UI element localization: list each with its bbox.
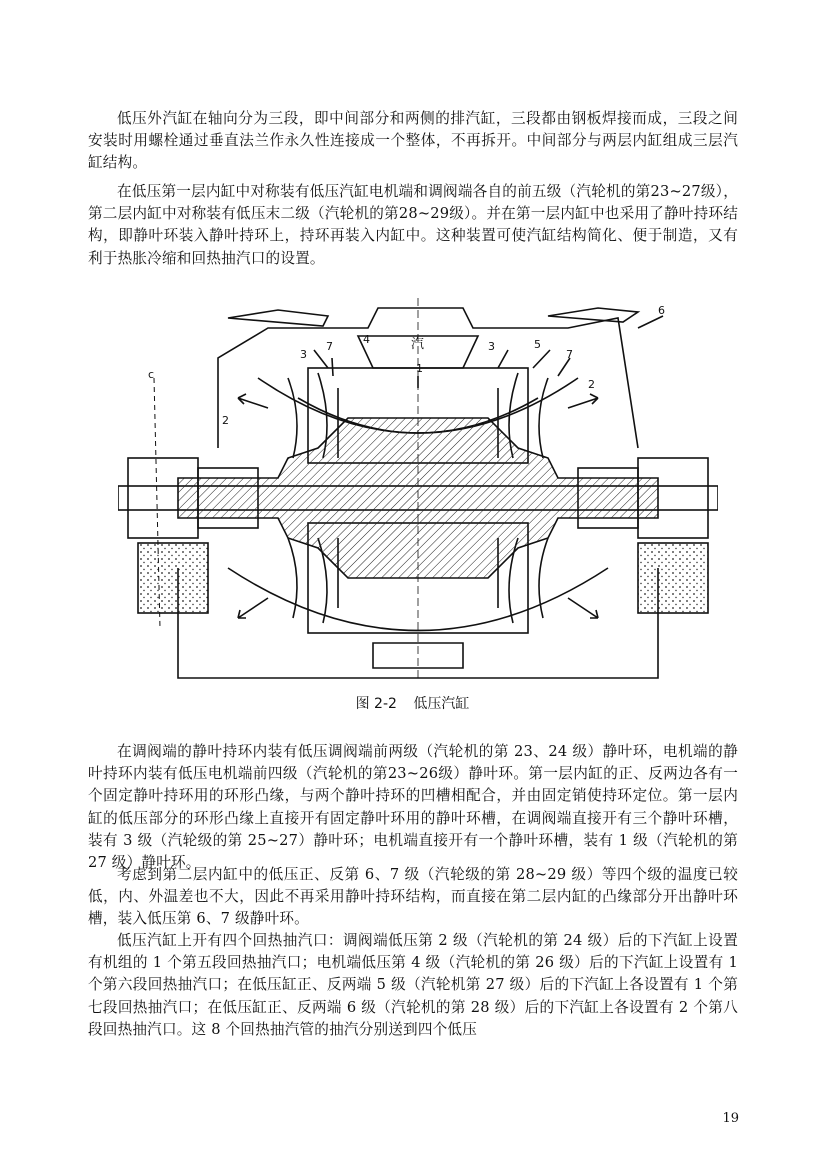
label-2-left: 2 [222, 414, 229, 427]
label-steam: 汽 [411, 337, 425, 352]
label-7-right: 7 [566, 348, 573, 361]
label-4: 4 [363, 333, 370, 346]
label-6: 6 [658, 304, 665, 317]
figure-number: 图 2-2 [355, 696, 397, 712]
label-3-right: 3 [488, 340, 495, 353]
low-pressure-cylinder-figure [118, 298, 718, 682]
figure-title: 低压汽缸 [413, 696, 470, 712]
figure-caption [0, 693, 825, 713]
rotor-hatched [178, 418, 658, 578]
paragraph-4: 考虑到第二层内缸中的低压正、反第 6、7 级（汽轮级的第 28~29 级）等四个级的温度已较低，内、外温差也不大，因此不再采用静叶持环结构，而直接在第二层内缸的凸缘部分开出静叶环槽，装入低压第 6、7 级静叶环。 [88, 866, 738, 928]
paragraph-2: 在低压第一层内缸中对称装有低压汽缸电机端和调阀端各自的前五级（汽轮机的第23~27级），第二层内缸中对称装有低压末二级（汽轮机的第28~29级）。并在第一层内缸中也采用了静叶持环结构，即静叶环装入静叶持环上，持环再装入内缸中。这种装置可使汽缸结构简化、便于制造，又有利于热胀冷缩和回热抽汽口的设置。 [88, 183, 738, 267]
paragraph-1: 低压外汽缸在轴向分为三段，即中间部分和两侧的排汽缸，三段都由钢板焊接而成，三段之间安装时用螺栓通过垂直法兰作永久性连接成一个整体，不再拆开。中间部分与两层内缸组成三层汽缸结构。 [88, 110, 738, 172]
label-c: c [148, 368, 155, 381]
paragraph-5: 低压汽缸上开有四个回热抽汽口：调阀端低压第 2 级（汽轮机的第 24 级）后的下汽缸上设置有机组的 1 个第五段回热抽汽口；电机端低压第 4 级（汽轮机的第 26 级）后的下汽缸上设置有 1 个第六段回热抽汽口；在低压缸正、反两端 5 级（汽轮机第 27 级）后的下汽缸上各设置有 1 个第七段回热抽汽口；在低压缸正、反两端 6 级（汽轮机的第 28 级）后的下汽缸上各设置有 2 个第八段回热抽汽口。这 8 个回热抽汽管的抽汽分别送到四个低压 [88, 932, 738, 1038]
label-5: 5 [534, 338, 541, 351]
page-number: 19 [722, 1111, 739, 1126]
label-1: 1 [416, 362, 423, 375]
label-3-left: 3 [300, 348, 307, 361]
label-7-left: 7 [326, 340, 333, 353]
paragraph-3: 在调阀端的静叶持环内装有低压调阀端前两级（汽轮机的第 23、24 级）静叶环，电机端的静叶持环内装有低压电机端前四级（汽轮机的第23~26级）静叶环。第一层内缸的正、反两边各有一个固定静叶持环用的环形凸缘，与两个静叶持环的凹槽相配合，并由固定销使持环定位。第一层内缸的低压部分的环形凸缘上直接开有固定静叶环用的静叶环槽，在调阀端直接开有三个静叶环槽，装有 3 级（汽轮级的第 25~27）静叶环；电机端直接开有一个静叶环槽，装有 1 级（汽轮机的第 27 级）静叶环。 [88, 743, 738, 872]
label-2-right: 2 [588, 378, 595, 391]
cylinder-drawing [118, 298, 718, 682]
